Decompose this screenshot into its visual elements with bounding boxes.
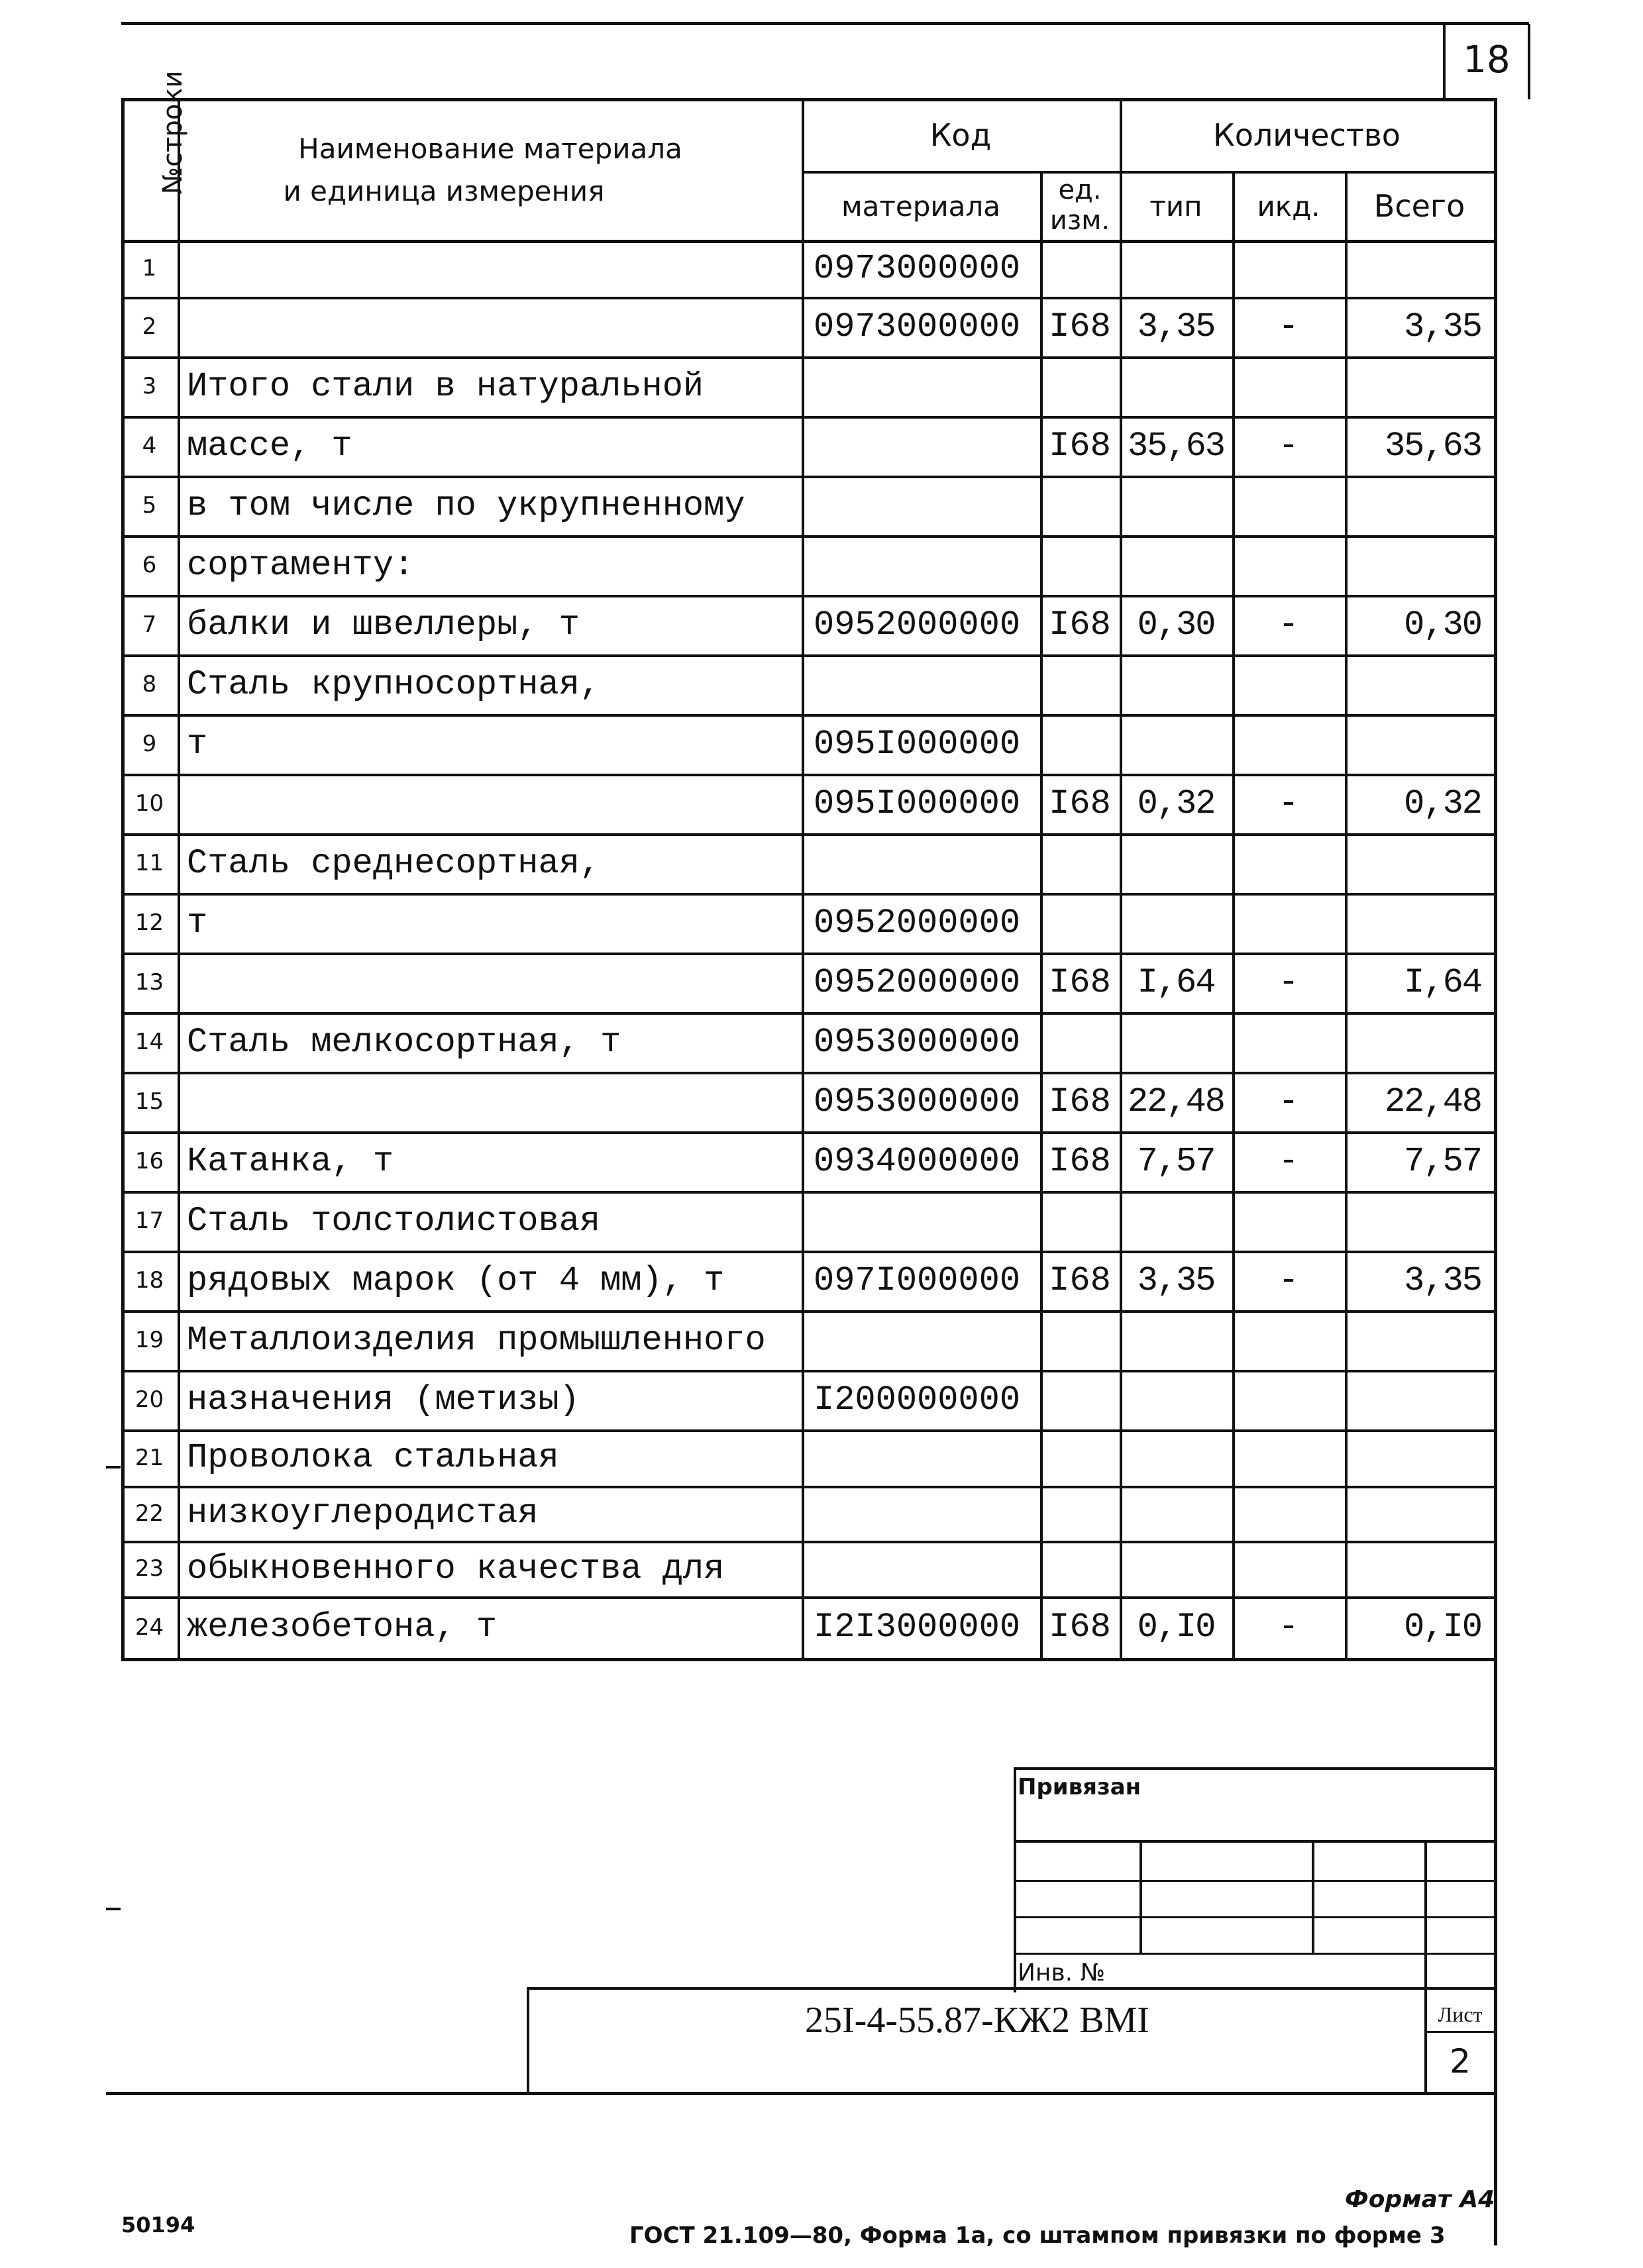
quantity-ind: - — [1278, 1141, 1299, 1181]
material-name — [187, 297, 802, 356]
quantity-type — [1120, 1012, 1232, 1072]
material-code — [814, 416, 1040, 476]
unit-code: I68 — [1049, 1141, 1111, 1181]
quantity-total — [1345, 654, 1496, 714]
row-number: 11 — [134, 850, 164, 876]
material-name: железобетона, т — [187, 1608, 498, 1647]
quantity-type — [1120, 714, 1232, 774]
quantity-type: 0,I0 — [1137, 1608, 1215, 1647]
material-code: 0934000000 — [814, 1141, 1021, 1181]
quantity-total: 35,63 — [1384, 426, 1481, 466]
header-quantity-ind: икд. — [1257, 189, 1320, 223]
row-number: 19 — [134, 1327, 164, 1353]
format-label: Формат А4 — [1345, 2186, 1495, 2213]
quantity-ind — [1232, 1370, 1345, 1429]
row-number: 17 — [134, 1208, 164, 1234]
header-quantity-type: тип — [1149, 189, 1202, 223]
unit-code: I68 — [1049, 784, 1111, 823]
row-number: 7 — [142, 611, 157, 638]
row-number: 16 — [134, 1148, 164, 1174]
quantity-type — [1120, 240, 1232, 297]
header-quantity: Количество — [1213, 117, 1401, 153]
archive-code: 50194 — [121, 2212, 195, 2238]
quantity-total — [1345, 535, 1496, 595]
quantity-total — [1345, 1370, 1496, 1429]
quantity-ind — [1232, 654, 1345, 714]
material-code: 0973000000 — [814, 248, 1021, 288]
row-number: 5 — [142, 492, 157, 519]
stamp-bound-label: Привязан — [1018, 1774, 1141, 1800]
material-name: Сталь толстолистовая — [187, 1201, 601, 1241]
quantity-total: 0,32 — [1404, 784, 1481, 823]
unit-code — [1040, 654, 1120, 714]
unit-code — [1040, 893, 1120, 953]
stamp-inventory-label: Инв. № — [1018, 1959, 1106, 1986]
material-code — [814, 476, 1040, 535]
quantity-type — [1120, 833, 1232, 893]
material-name: Сталь среднесортная, — [187, 843, 601, 883]
material-code — [814, 535, 1040, 595]
stamp-col-1 — [1140, 1840, 1142, 1953]
material-code: 095I000000 — [814, 784, 1021, 823]
quantity-total: 0,I0 — [1404, 1608, 1481, 1647]
material-code: 0953000000 — [814, 1022, 1021, 1062]
material-name — [187, 774, 802, 833]
stamp-line-4 — [1014, 1953, 1496, 1955]
unit-code — [1040, 833, 1120, 893]
material-name: т — [187, 724, 208, 764]
row-number: 12 — [134, 909, 164, 936]
material-name: Проволока стальная — [187, 1438, 559, 1477]
quantity-ind: - — [1278, 1261, 1299, 1300]
document-designation: 25I-4-55.87-КЖ2 ВМI — [805, 2000, 1149, 2041]
material-name — [187, 240, 802, 297]
designation-left-line — [527, 1987, 529, 2093]
material-name: Катанка, т — [187, 1141, 394, 1181]
quantity-total — [1345, 1191, 1496, 1251]
unit-code — [1040, 356, 1120, 416]
row-number: 1 — [142, 255, 157, 282]
sheet-label: Лист — [1438, 2002, 1483, 2026]
material-code — [814, 1191, 1040, 1251]
material-code: 0953000000 — [814, 1082, 1021, 1121]
header-quantity-total: Всего — [1373, 188, 1465, 224]
row-separator — [121, 1658, 1496, 1661]
quantity-type: 0,32 — [1137, 784, 1215, 823]
material-name: назначения (метизы) — [187, 1380, 580, 1419]
unit-code: I68 — [1049, 962, 1111, 1002]
quantity-ind — [1232, 1012, 1345, 1072]
quantity-total — [1345, 1429, 1496, 1486]
stamp-line-1 — [1014, 1840, 1496, 1843]
quantity-type — [1120, 1370, 1232, 1429]
row-number: 14 — [134, 1029, 164, 1055]
header-code: Код — [929, 117, 992, 153]
material-code: 097I000000 — [814, 1261, 1021, 1300]
quantity-ind: - — [1278, 307, 1299, 346]
quantity-total — [1345, 356, 1496, 416]
stamp-line-3 — [1014, 1916, 1496, 1918]
material-code — [814, 1310, 1040, 1370]
row-number: 20 — [134, 1386, 164, 1413]
quantity-type — [1120, 1486, 1232, 1541]
row-number: 23 — [134, 1555, 164, 1582]
header-row-number: №строки — [158, 70, 188, 195]
row-number: 4 — [142, 433, 157, 459]
quantity-ind — [1232, 1429, 1345, 1486]
row-number: 22 — [134, 1500, 164, 1527]
material-code — [814, 356, 1040, 416]
stamp-line-2 — [1014, 1880, 1496, 1882]
quantity-ind — [1232, 240, 1345, 297]
unit-code — [1040, 535, 1120, 595]
quantity-ind: - — [1278, 784, 1299, 823]
material-code: 0973000000 — [814, 307, 1021, 346]
material-name: Сталь мелкосортная, т — [187, 1022, 621, 1062]
quantity-ind — [1232, 714, 1345, 774]
material-code: 0952000000 — [814, 962, 1021, 1002]
quantity-total: 3,35 — [1404, 1261, 1481, 1300]
material-name: рядовых марок (от 4 мм), т — [187, 1261, 725, 1300]
quantity-ind — [1232, 476, 1345, 535]
frame-top-line — [121, 22, 1529, 25]
page-number: 18 — [1463, 38, 1510, 81]
quantity-type — [1120, 654, 1232, 714]
row-number: 9 — [142, 731, 157, 757]
unit-code: I68 — [1049, 426, 1111, 466]
quantity-ind: - — [1278, 1608, 1299, 1647]
material-name: Итого стали в натуральной — [187, 366, 704, 406]
material-name: Сталь крупносортная, — [187, 664, 601, 704]
quantity-total — [1345, 1310, 1496, 1370]
row-number: 2 — [142, 313, 157, 340]
quantity-type: 7,57 — [1137, 1141, 1215, 1181]
material-name — [187, 1072, 802, 1131]
stamp-col-2 — [1312, 1840, 1314, 1953]
quantity-total: 0,30 — [1404, 605, 1481, 644]
material-name: Металлоизделия промышленного — [187, 1320, 766, 1360]
unit-code — [1040, 1370, 1120, 1429]
unit-code — [1040, 1486, 1120, 1541]
quantity-total: 3,35 — [1404, 307, 1481, 346]
material-name: в том числе по укрупненному — [187, 486, 745, 525]
quantity-ind: - — [1278, 962, 1299, 1002]
quantity-ind: - — [1278, 426, 1299, 466]
stamp-top-line — [1014, 1767, 1496, 1770]
unit-code: I68 — [1049, 1082, 1111, 1121]
quantity-total — [1345, 240, 1496, 297]
quantity-type: 3,35 — [1137, 307, 1215, 346]
page-number-box-right — [1528, 24, 1530, 99]
frame-bottom-line — [106, 2092, 1497, 2095]
material-code: 0952000000 — [814, 605, 1021, 644]
quantity-ind: - — [1278, 1082, 1299, 1121]
row-number: 21 — [134, 1444, 164, 1471]
row-number: 3 — [142, 373, 157, 399]
quantity-type — [1120, 535, 1232, 595]
material-code: 095I000000 — [814, 724, 1021, 764]
unit-code — [1040, 1191, 1120, 1251]
quantity-total: I,64 — [1404, 962, 1481, 1002]
quantity-type: 0,30 — [1137, 605, 1215, 644]
header-unit-line2: изм. — [1049, 205, 1110, 236]
quantity-ind — [1232, 1541, 1345, 1596]
unit-code: I68 — [1049, 605, 1111, 644]
quantity-type: 3,35 — [1137, 1261, 1215, 1300]
quantity-total — [1345, 833, 1496, 893]
quantity-ind — [1232, 535, 1345, 595]
material-code — [814, 1429, 1040, 1486]
row-number: 13 — [134, 969, 164, 996]
binding-mark-2 — [106, 1908, 121, 1910]
quantity-total: 7,57 — [1404, 1141, 1481, 1181]
row-number: 15 — [134, 1088, 164, 1115]
quantity-type — [1120, 1191, 1232, 1251]
quantity-ind — [1232, 1486, 1345, 1541]
unit-code: I68 — [1049, 307, 1111, 346]
col-line-rownum — [178, 98, 180, 1658]
material-code — [814, 654, 1040, 714]
material-name: сортаменту: — [187, 545, 415, 585]
unit-code — [1040, 1429, 1120, 1486]
quantity-ind: - — [1278, 605, 1299, 644]
quantity-ind — [1232, 356, 1345, 416]
quantity-ind — [1232, 1191, 1345, 1251]
unit-code — [1040, 1310, 1120, 1370]
unit-code — [1040, 1012, 1120, 1072]
quantity-type: 22,48 — [1127, 1082, 1225, 1121]
row-number: 10 — [134, 790, 164, 817]
quantity-ind — [1232, 1310, 1345, 1370]
sheet-number: 2 — [1450, 2042, 1471, 2081]
quantity-total — [1345, 714, 1496, 774]
binding-mark-1 — [106, 1466, 121, 1469]
quantity-type — [1120, 1429, 1232, 1486]
col-line-code — [802, 98, 804, 1658]
quantity-type: 35,63 — [1127, 426, 1225, 466]
material-code: 0952000000 — [814, 903, 1021, 943]
material-name: т — [187, 903, 208, 943]
unit-code — [1040, 240, 1120, 297]
quantity-type — [1120, 356, 1232, 416]
row-number: 8 — [142, 671, 157, 697]
header-name-line2: и единица измерения — [283, 175, 605, 207]
unit-code — [1040, 1541, 1120, 1596]
header-name-line1: Наименование материала — [298, 132, 682, 165]
unit-code: I68 — [1049, 1608, 1111, 1647]
material-code — [814, 1541, 1040, 1596]
sheet-divider-line — [1424, 2031, 1496, 2033]
material-code: I2I3000000 — [814, 1608, 1021, 1647]
row-number: 24 — [134, 1614, 164, 1641]
material-code — [814, 1486, 1040, 1541]
material-name: массе, т — [187, 426, 352, 466]
quantity-total — [1345, 1486, 1496, 1541]
unit-code — [1040, 714, 1120, 774]
unit-code — [1040, 476, 1120, 535]
quantity-total — [1345, 1541, 1496, 1596]
material-name — [187, 953, 802, 1012]
material-code — [814, 833, 1040, 893]
material-code: I200000000 — [814, 1380, 1021, 1419]
quantity-type — [1120, 893, 1232, 953]
quantity-total — [1345, 476, 1496, 535]
quantity-type — [1120, 1310, 1232, 1370]
quantity-type: I,64 — [1137, 962, 1215, 1002]
quantity-ind — [1232, 833, 1345, 893]
row-number: 18 — [134, 1267, 164, 1294]
row-number: 6 — [142, 552, 157, 578]
unit-code: I68 — [1049, 1261, 1111, 1300]
header-unit-line1: ед. — [1058, 175, 1102, 205]
header-code-material: материала — [841, 189, 1000, 223]
quantity-total — [1345, 1012, 1496, 1072]
material-name: обыкновенного качества для — [187, 1549, 725, 1588]
material-name: низкоуглеродистая — [187, 1494, 539, 1533]
quantity-total: 22,48 — [1384, 1082, 1481, 1121]
quantity-type — [1120, 1541, 1232, 1596]
quantity-total — [1345, 893, 1496, 953]
quantity-ind — [1232, 893, 1345, 953]
gost-note: ГОСТ 21.109—80, Форма 1а, со штампом привязки по форме 3 — [629, 2222, 1446, 2249]
material-name: балки и швеллеры, т — [187, 605, 580, 644]
quantity-type — [1120, 476, 1232, 535]
